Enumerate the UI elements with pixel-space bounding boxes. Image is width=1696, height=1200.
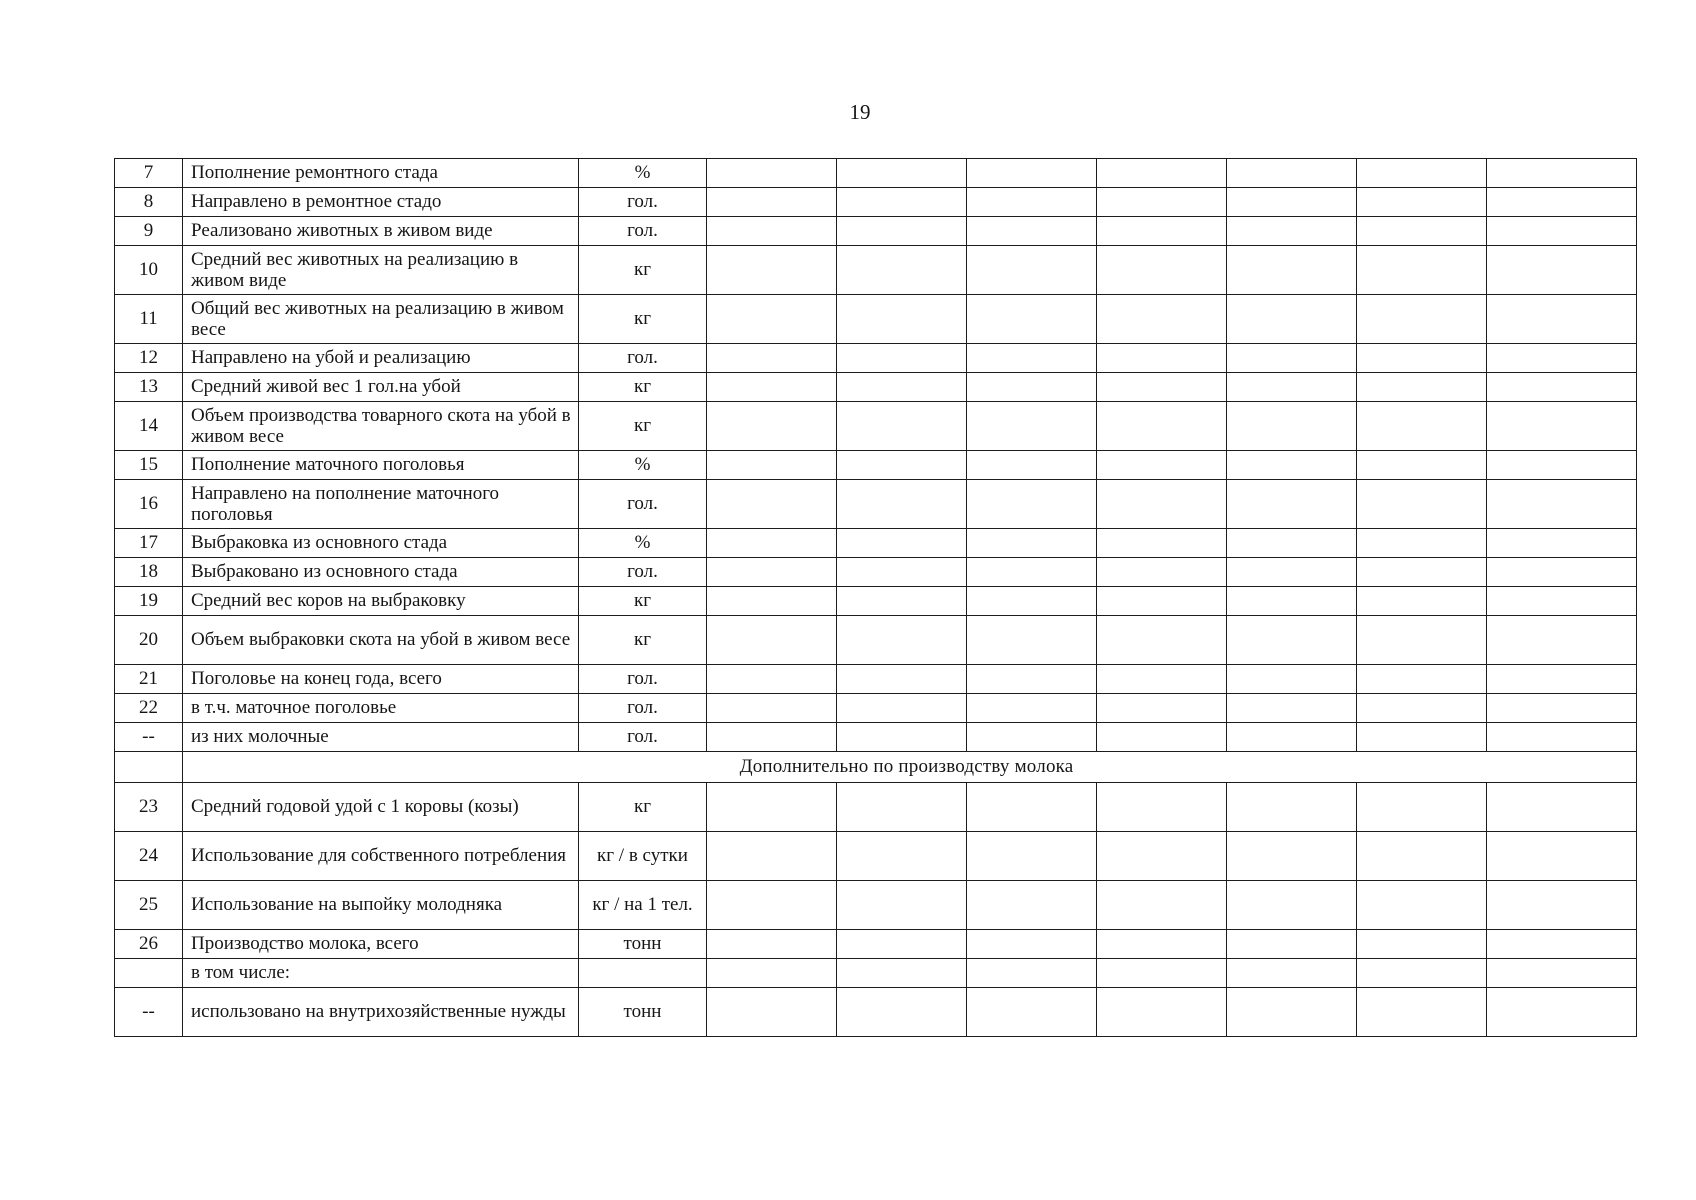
value-cell — [707, 373, 837, 402]
value-cell — [707, 959, 837, 988]
row-number: 22 — [115, 694, 183, 723]
value-cell — [967, 295, 1097, 344]
value-cell — [967, 723, 1097, 752]
value-cell — [967, 616, 1097, 665]
value-cell — [1487, 373, 1637, 402]
table-row — [115, 402, 1637, 451]
row-unit: гол. — [579, 480, 707, 529]
value-cell — [1357, 881, 1487, 930]
section-header-row — [115, 752, 1637, 783]
row-indicator-name: Выбраковано из основного стада — [183, 558, 579, 587]
row-unit: кг — [579, 246, 707, 295]
table-row — [115, 783, 1637, 832]
value-cell — [1357, 246, 1487, 295]
row-indicator-name: Поголовье на конец года, всего — [183, 665, 579, 694]
value-cell — [1227, 344, 1357, 373]
row-number: 23 — [115, 783, 183, 832]
value-cell — [1097, 665, 1227, 694]
value-cell — [707, 217, 837, 246]
row-number: 7 — [115, 159, 183, 188]
row-indicator-name: Объем производства товарного скота на убой в живом весе — [183, 402, 579, 451]
value-cell — [1357, 616, 1487, 665]
row-indicator-name: из них молочные — [183, 723, 579, 752]
row-unit: кг — [579, 373, 707, 402]
value-cell — [1357, 451, 1487, 480]
value-cell — [1097, 832, 1227, 881]
value-cell — [1227, 587, 1357, 616]
value-cell — [1487, 529, 1637, 558]
row-unit: тонн — [579, 988, 707, 1037]
value-cell — [1097, 344, 1227, 373]
value-cell — [967, 587, 1097, 616]
value-cell — [1227, 373, 1357, 402]
value-cell — [707, 188, 837, 217]
value-cell — [1357, 587, 1487, 616]
value-cell — [837, 616, 967, 665]
value-cell — [707, 988, 837, 1037]
value-cell — [707, 783, 837, 832]
value-cell — [967, 480, 1097, 529]
value-cell — [1487, 188, 1637, 217]
table-row — [115, 373, 1637, 402]
value-cell — [1487, 402, 1637, 451]
value-cell — [1487, 694, 1637, 723]
value-cell — [1097, 246, 1227, 295]
value-cell — [837, 451, 967, 480]
value-cell — [1097, 959, 1227, 988]
value-cell — [1227, 783, 1357, 832]
row-unit: кг — [579, 587, 707, 616]
row-number: 18 — [115, 558, 183, 587]
row-number: 19 — [115, 587, 183, 616]
row-unit: кг / на 1 тел. — [579, 881, 707, 930]
table-row — [115, 451, 1637, 480]
row-unit: гол. — [579, 558, 707, 587]
value-cell — [707, 694, 837, 723]
value-cell — [967, 529, 1097, 558]
table-row — [115, 959, 1637, 988]
value-cell — [967, 246, 1097, 295]
row-indicator-name: использовано на внутрихозяйственные нужды — [183, 988, 579, 1037]
value-cell — [837, 694, 967, 723]
row-indicator-name: Пополнение маточного поголовья — [183, 451, 579, 480]
value-cell — [1357, 529, 1487, 558]
value-cell — [1227, 988, 1357, 1037]
value-cell — [837, 344, 967, 373]
row-number: 21 — [115, 665, 183, 694]
value-cell — [967, 451, 1097, 480]
row-indicator-name: Направлено на пополнение маточного поголовья — [183, 480, 579, 529]
value-cell — [1357, 723, 1487, 752]
value-cell — [707, 480, 837, 529]
value-cell — [837, 558, 967, 587]
value-cell — [837, 959, 967, 988]
value-cell — [967, 159, 1097, 188]
value-cell — [1487, 959, 1637, 988]
value-cell — [1357, 694, 1487, 723]
value-cell — [1227, 295, 1357, 344]
row-number: 10 — [115, 246, 183, 295]
value-cell — [1487, 832, 1637, 881]
value-cell — [967, 881, 1097, 930]
row-indicator-name: Пополнение ремонтного стада — [183, 159, 579, 188]
row-unit: тонн — [579, 930, 707, 959]
value-cell — [837, 402, 967, 451]
row-unit: гол. — [579, 217, 707, 246]
value-cell — [1097, 558, 1227, 587]
row-indicator-name: в т.ч. маточное поголовье — [183, 694, 579, 723]
value-cell — [837, 988, 967, 1037]
value-cell — [1227, 402, 1357, 451]
table-row — [115, 529, 1637, 558]
value-cell — [967, 832, 1097, 881]
value-cell — [1487, 295, 1637, 344]
value-cell — [1357, 988, 1487, 1037]
value-cell — [837, 480, 967, 529]
table-row — [115, 930, 1637, 959]
value-cell — [707, 246, 837, 295]
value-cell — [1357, 373, 1487, 402]
row-unit: % — [579, 159, 707, 188]
table-row — [115, 217, 1637, 246]
row-indicator-name: Средний вес животных на реализацию в живом виде — [183, 246, 579, 295]
value-cell — [707, 451, 837, 480]
value-cell — [837, 373, 967, 402]
row-unit: кг — [579, 295, 707, 344]
value-cell — [1097, 723, 1227, 752]
value-cell — [1487, 451, 1637, 480]
value-cell — [1487, 665, 1637, 694]
value-cell — [1097, 694, 1227, 723]
row-indicator-name: в том числе: — [183, 959, 579, 988]
row-unit: гол. — [579, 665, 707, 694]
row-unit: гол. — [579, 188, 707, 217]
table-row — [115, 694, 1637, 723]
livestock-form-table — [114, 158, 1637, 1037]
value-cell — [1357, 480, 1487, 529]
row-unit: кг — [579, 783, 707, 832]
row-number: 20 — [115, 616, 183, 665]
table-row — [115, 246, 1637, 295]
row-unit: % — [579, 451, 707, 480]
value-cell — [1227, 159, 1357, 188]
value-cell — [1227, 451, 1357, 480]
value-cell — [1227, 246, 1357, 295]
value-cell — [1487, 558, 1637, 587]
value-cell — [1097, 587, 1227, 616]
value-cell — [837, 723, 967, 752]
value-cell — [1097, 616, 1227, 665]
value-cell — [1227, 217, 1357, 246]
value-cell — [837, 881, 967, 930]
row-indicator-name: Использование для собственного потребления — [183, 832, 579, 881]
table-row — [115, 480, 1637, 529]
value-cell — [1357, 665, 1487, 694]
value-cell — [1357, 959, 1487, 988]
value-cell — [707, 344, 837, 373]
value-cell — [967, 373, 1097, 402]
value-cell — [1097, 159, 1227, 188]
value-cell — [707, 930, 837, 959]
value-cell — [1097, 988, 1227, 1037]
value-cell — [1097, 188, 1227, 217]
table-row — [115, 188, 1637, 217]
row-number: 26 — [115, 930, 183, 959]
table-row — [115, 587, 1637, 616]
row-indicator-name: Средний живой вес 1 гол.на убой — [183, 373, 579, 402]
value-cell — [1097, 529, 1227, 558]
row-number: -- — [115, 988, 183, 1037]
row-number: 8 — [115, 188, 183, 217]
table-row — [115, 344, 1637, 373]
value-cell — [837, 832, 967, 881]
value-cell — [1487, 159, 1637, 188]
value-cell — [707, 529, 837, 558]
value-cell — [1357, 930, 1487, 959]
value-cell — [1227, 616, 1357, 665]
value-cell — [837, 188, 967, 217]
value-cell — [1487, 783, 1637, 832]
value-cell — [967, 930, 1097, 959]
table-row — [115, 881, 1637, 930]
value-cell — [707, 295, 837, 344]
value-cell — [1357, 783, 1487, 832]
row-number: 24 — [115, 832, 183, 881]
value-cell — [1227, 832, 1357, 881]
row-indicator-name: Реализовано животных в живом виде — [183, 217, 579, 246]
row-number: 15 — [115, 451, 183, 480]
table-row — [115, 159, 1637, 188]
value-cell — [1227, 558, 1357, 587]
value-cell — [837, 930, 967, 959]
value-cell — [1487, 587, 1637, 616]
value-cell — [1357, 295, 1487, 344]
value-cell — [837, 783, 967, 832]
row-unit: кг / в сутки — [579, 832, 707, 881]
table-row — [115, 295, 1637, 344]
value-cell — [1227, 930, 1357, 959]
row-indicator-name: Объем выбраковки скота на убой в живом весе — [183, 616, 579, 665]
value-cell — [707, 402, 837, 451]
value-cell — [967, 694, 1097, 723]
value-cell — [707, 587, 837, 616]
row-indicator-name: Средний вес коров на выбраковку — [183, 587, 579, 616]
value-cell — [1487, 246, 1637, 295]
value-cell — [967, 217, 1097, 246]
row-number: 17 — [115, 529, 183, 558]
row-number: 9 — [115, 217, 183, 246]
section-number-cell — [115, 752, 183, 783]
value-cell — [707, 881, 837, 930]
value-cell — [837, 665, 967, 694]
value-cell — [1487, 988, 1637, 1037]
value-cell — [1487, 480, 1637, 529]
row-unit: % — [579, 529, 707, 558]
value-cell — [707, 832, 837, 881]
value-cell — [1487, 344, 1637, 373]
table-body — [115, 159, 1637, 1037]
value-cell — [837, 295, 967, 344]
value-cell — [967, 558, 1097, 587]
value-cell — [1097, 480, 1227, 529]
value-cell — [967, 188, 1097, 217]
row-number: -- — [115, 723, 183, 752]
value-cell — [707, 159, 837, 188]
row-unit — [579, 959, 707, 988]
row-unit: гол. — [579, 344, 707, 373]
value-cell — [967, 988, 1097, 1037]
page-number: 19 — [849, 100, 871, 124]
value-cell — [967, 344, 1097, 373]
row-number: 14 — [115, 402, 183, 451]
value-cell — [837, 159, 967, 188]
value-cell — [967, 665, 1097, 694]
value-cell — [1357, 159, 1487, 188]
row-number: 11 — [115, 295, 183, 344]
value-cell — [1227, 959, 1357, 988]
row-unit: кг — [579, 402, 707, 451]
value-cell — [967, 783, 1097, 832]
table-row — [115, 616, 1637, 665]
table-row — [115, 723, 1637, 752]
value-cell — [1227, 723, 1357, 752]
value-cell — [1487, 616, 1637, 665]
value-cell — [837, 529, 967, 558]
value-cell — [1487, 217, 1637, 246]
value-cell — [967, 959, 1097, 988]
table-row — [115, 558, 1637, 587]
value-cell — [1227, 188, 1357, 217]
value-cell — [1227, 480, 1357, 529]
value-cell — [1097, 295, 1227, 344]
row-indicator-name: Выбраковка из основного стада — [183, 529, 579, 558]
value-cell — [1227, 881, 1357, 930]
table-row — [115, 832, 1637, 881]
table-row — [115, 665, 1637, 694]
value-cell — [1357, 558, 1487, 587]
value-cell — [1227, 529, 1357, 558]
row-number: 25 — [115, 881, 183, 930]
row-number — [115, 959, 183, 988]
row-indicator-name: Использование на выпойку молодняка — [183, 881, 579, 930]
row-unit: гол. — [579, 723, 707, 752]
table-row — [115, 988, 1637, 1037]
value-cell — [707, 723, 837, 752]
value-cell — [1487, 881, 1637, 930]
section-title: Дополнительно по производству молока — [183, 752, 1637, 783]
value-cell — [1097, 881, 1227, 930]
value-cell — [1227, 694, 1357, 723]
row-number: 12 — [115, 344, 183, 373]
value-cell — [707, 558, 837, 587]
row-number: 13 — [115, 373, 183, 402]
value-cell — [1227, 665, 1357, 694]
value-cell — [1357, 402, 1487, 451]
row-indicator-name: Средний годовой удой с 1 коровы (козы) — [183, 783, 579, 832]
value-cell — [967, 402, 1097, 451]
value-cell — [1097, 217, 1227, 246]
value-cell — [1097, 373, 1227, 402]
row-unit: кг — [579, 616, 707, 665]
value-cell — [1097, 402, 1227, 451]
value-cell — [1487, 723, 1637, 752]
value-cell — [1097, 930, 1227, 959]
value-cell — [1097, 783, 1227, 832]
row-number: 16 — [115, 480, 183, 529]
value-cell — [1357, 217, 1487, 246]
value-cell — [837, 246, 967, 295]
value-cell — [837, 587, 967, 616]
value-cell — [1357, 344, 1487, 373]
row-indicator-name: Направлено на убой и реализацию — [183, 344, 579, 373]
value-cell — [707, 616, 837, 665]
value-cell — [1357, 832, 1487, 881]
value-cell — [1487, 930, 1637, 959]
value-cell — [707, 665, 837, 694]
value-cell — [1357, 188, 1487, 217]
value-cell — [837, 217, 967, 246]
row-unit: гол. — [579, 694, 707, 723]
row-indicator-name: Общий вес животных на реализацию в живом весе — [183, 295, 579, 344]
row-indicator-name: Производство молока, всего — [183, 930, 579, 959]
value-cell — [1097, 451, 1227, 480]
row-indicator-name: Направлено в ремонтное стадо — [183, 188, 579, 217]
